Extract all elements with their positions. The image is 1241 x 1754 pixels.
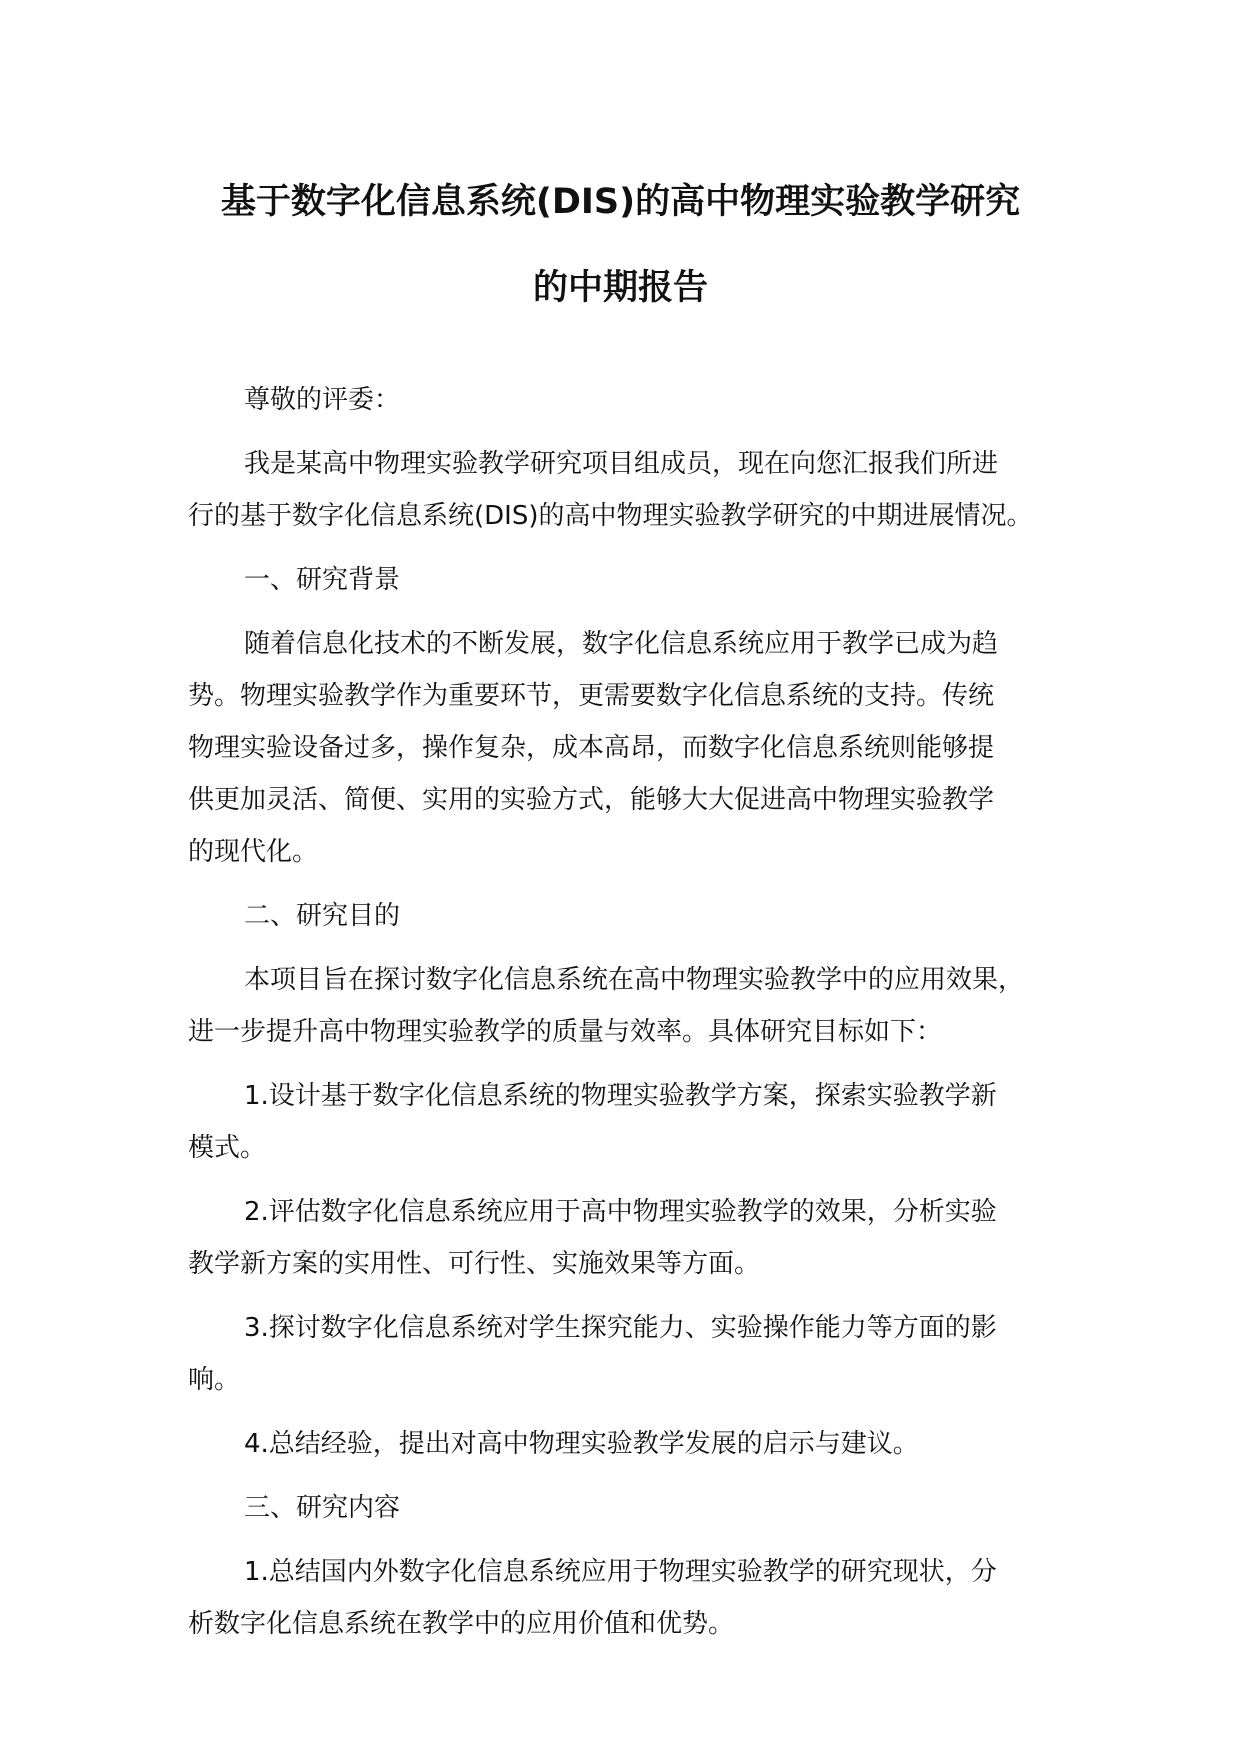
intro-paragraph: 我是某高中物理实验教学研究项目组成员，现在向您汇报我们所进 行的基于数字化信息系统(DIS)的高中物理实验教学研究的中期进展情况。 [188, 449, 1033, 531]
goal-item-2: 2.评估数字化信息系统应用于高中物理实验教学的效果，分析实验 教学新方案的实用性、可行性、实施效果等方面。 [188, 1197, 997, 1279]
section-heading-background: 一、研究背景 [244, 565, 401, 595]
goal-item-1: 1.设计基于数字化信息系统的物理实验教学方案，探索实验教学新 模式。 [188, 1081, 997, 1163]
document-title-line-1: 基于数字化信息系统(DIS)的高中物理实验教学研究 [220, 182, 1021, 222]
background-paragraph: 随着信息化技术的不断发展，数字化信息系统应用于教学已成为趋 势。物理实验教学作为重要环节，更需要数字化信息系统的支持。传统 物理实验设备过多，操作复杂，成本高昂，而数字化信息系统则能够提 供更加灵活、简便、实用的实验方式，能够大大促进高中物理实验教学 的现代化。 [188, 629, 999, 867]
section-heading-content: 三、研究内容 [244, 1493, 401, 1523]
salutation: 尊敬的评委： [244, 385, 401, 415]
content-item-1: 1.总结国内外数字化信息系统应用于物理实验教学的研究现状，分 析数字化信息系统在教学中的应用价值和优势。 [188, 1557, 997, 1639]
document-body [188, 374, 1080, 1662]
section-heading-purpose: 二、研究目的 [244, 901, 401, 931]
purpose-paragraph: 本项目旨在探讨数字化信息系统在高中物理实验教学中的应用效果， 进一步提升高中物理实验教学的质量与效率。具体研究目标如下： [188, 965, 1025, 1047]
goal-item-4: 4.总结经验，提出对高中物理实验教学发展的启示与建议。 [244, 1429, 919, 1459]
goal-item-3: 3.探讨数字化信息系统对学生探究能力、实验操作能力等方面的影 响。 [188, 1313, 997, 1395]
document-title-line-2: 的中期报告 [532, 268, 708, 308]
